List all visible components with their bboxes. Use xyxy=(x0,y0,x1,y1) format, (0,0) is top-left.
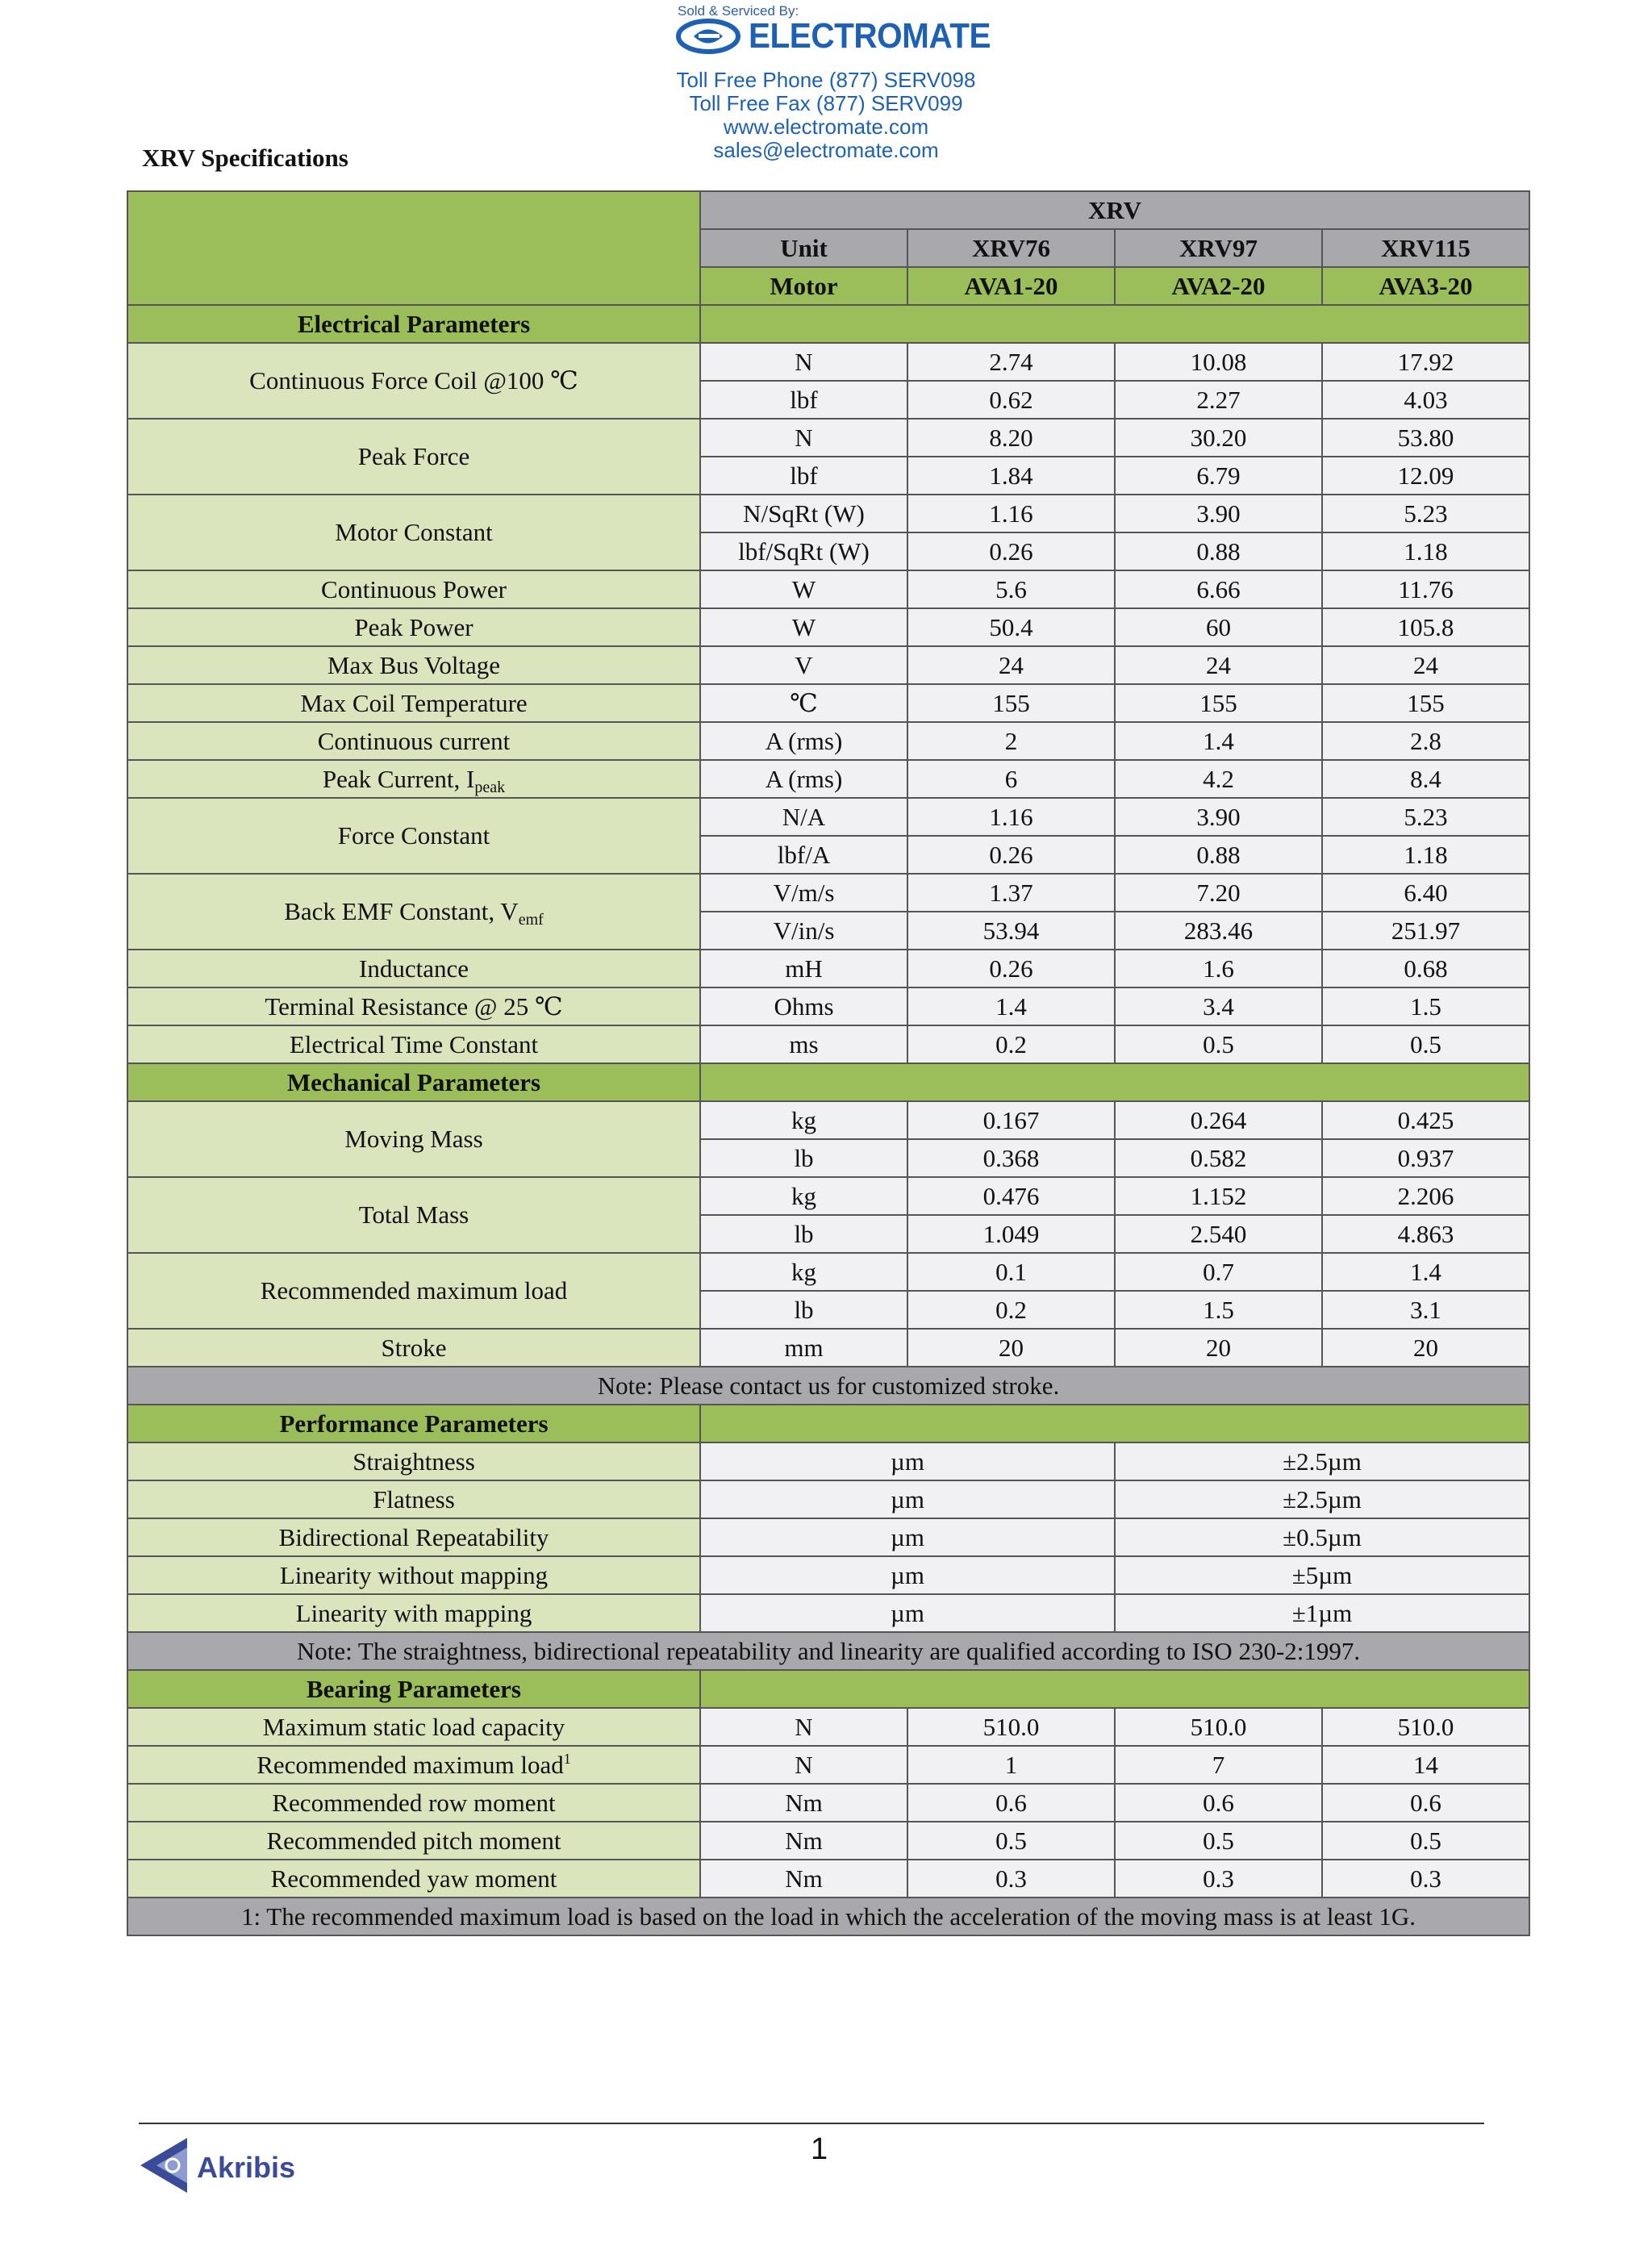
value-cell: 510.0 xyxy=(1322,1708,1529,1746)
value-cell: 5.6 xyxy=(907,570,1115,608)
motor-header: Motor xyxy=(700,267,907,305)
unit-cell: A (rms) xyxy=(700,722,907,760)
unit-cell: Nm xyxy=(700,1822,907,1860)
row-label: Straightness xyxy=(127,1442,700,1480)
unit-cell: Ohms xyxy=(700,987,907,1025)
unit-cell: ms xyxy=(700,1025,907,1063)
table-row xyxy=(127,1329,1529,1367)
model-header: XRV115 xyxy=(1322,229,1529,267)
website-link[interactable]: www.electromate.com xyxy=(723,115,929,139)
value-cell: 20 xyxy=(1322,1329,1529,1367)
value-cell: ±0.5µm xyxy=(1115,1518,1529,1556)
section-fill xyxy=(700,305,1529,343)
row-label: Continuous Force Coil @100 ℃ xyxy=(127,343,700,419)
unit-cell: lb xyxy=(700,1291,907,1329)
table-row xyxy=(127,646,1529,684)
value-cell: 1.4 xyxy=(907,987,1115,1025)
email-link[interactable]: sales@electromate.com xyxy=(713,138,939,162)
table-row xyxy=(127,1822,1529,1860)
value-cell: 17.92 xyxy=(1322,343,1529,381)
unit-cell: N/A xyxy=(700,798,907,836)
fax-text: Toll Free Fax (877) SERV099 xyxy=(689,91,963,115)
page-number: 1 xyxy=(811,2132,828,2166)
unit-cell: V/m/s xyxy=(700,874,907,912)
unit-cell: kg xyxy=(700,1101,907,1139)
value-cell: ±2.5µm xyxy=(1115,1480,1529,1518)
value-cell: 0.3 xyxy=(1322,1860,1529,1898)
value-cell: 1.18 xyxy=(1322,836,1529,874)
value-cell: 283.46 xyxy=(1115,912,1322,950)
unit-cell: N xyxy=(700,1746,907,1784)
value-cell: 1.16 xyxy=(907,495,1115,532)
value-cell: 24 xyxy=(907,646,1115,684)
table-row xyxy=(127,608,1529,646)
value-cell: 0.582 xyxy=(1115,1139,1322,1177)
unit-cell: µm xyxy=(700,1518,1115,1556)
specifications-table xyxy=(127,190,1530,1936)
section-title: Bearing Parameters xyxy=(127,1670,700,1708)
value-cell: 4.2 xyxy=(1115,760,1322,798)
table-row xyxy=(127,987,1529,1025)
model-header: XRV97 xyxy=(1115,229,1322,267)
table-row xyxy=(127,570,1529,608)
table-row xyxy=(127,1746,1529,1784)
unit-cell: W xyxy=(700,608,907,646)
row-label-text: Peak Current, I xyxy=(322,764,475,793)
value-cell: 12.09 xyxy=(1322,457,1529,495)
unit-cell: mm xyxy=(700,1329,907,1367)
row-label: Recommended row moment xyxy=(127,1784,700,1822)
section-fill xyxy=(700,1670,1529,1708)
unit-cell: µm xyxy=(700,1442,1115,1480)
note-cell: Note: Please contact us for customized stroke. xyxy=(127,1367,1529,1405)
footnote-cell: 1: The recommended maximum load is based on the load in which the acceleration of the moving mass is at least 1G. xyxy=(127,1898,1529,1935)
value-cell: 3.90 xyxy=(1115,495,1322,532)
value-cell: 1 xyxy=(907,1746,1115,1784)
table-row xyxy=(127,1518,1529,1556)
value-cell: 1.18 xyxy=(1322,532,1529,570)
unit-cell: N xyxy=(700,343,907,381)
row-label-text: Recommended maximum load xyxy=(257,1750,564,1779)
value-cell: 3.1 xyxy=(1322,1291,1529,1329)
value-cell: 0.88 xyxy=(1115,532,1322,570)
table-row xyxy=(127,1860,1529,1898)
value-cell: 0.88 xyxy=(1115,836,1322,874)
value-cell: 5.23 xyxy=(1322,495,1529,532)
value-cell: 0.5 xyxy=(1115,1822,1322,1860)
section-row xyxy=(127,305,1529,343)
value-cell: ±5µm xyxy=(1115,1556,1529,1594)
value-cell: 0.5 xyxy=(1322,1822,1529,1860)
value-cell: ±2.5µm xyxy=(1115,1442,1529,1480)
row-label-subscript: peak xyxy=(474,778,506,796)
value-cell: 10.08 xyxy=(1115,343,1322,381)
row-label: Bidirectional Repeatability xyxy=(127,1518,700,1556)
value-cell: 510.0 xyxy=(907,1708,1115,1746)
value-cell: 0.5 xyxy=(1322,1025,1529,1063)
value-cell: 6 xyxy=(907,760,1115,798)
unit-cell: lbf/A xyxy=(700,836,907,874)
value-cell: 0.476 xyxy=(907,1177,1115,1215)
row-label-subscript: emf xyxy=(518,911,544,929)
unit-cell: lbf/SqRt (W) xyxy=(700,532,907,570)
table-row xyxy=(127,1556,1529,1594)
value-cell: 1.152 xyxy=(1115,1177,1322,1215)
unit-header: Unit xyxy=(700,229,907,267)
group-header: XRV xyxy=(700,191,1529,229)
section-title: Performance Parameters xyxy=(127,1405,700,1442)
value-cell: 251.97 xyxy=(1322,912,1529,950)
table-row xyxy=(127,419,1529,457)
phone-text: Toll Free Phone (877) SERV098 xyxy=(676,68,976,92)
table-row xyxy=(127,1025,1529,1063)
row-label: Terminal Resistance @ 25 ℃ xyxy=(127,987,700,1025)
value-cell: 11.76 xyxy=(1322,570,1529,608)
section-fill xyxy=(700,1063,1529,1101)
row-label-text: Back EMF Constant, V xyxy=(284,897,519,925)
value-cell: 0.425 xyxy=(1322,1101,1529,1139)
value-cell: 24 xyxy=(1115,646,1322,684)
value-cell: 0.26 xyxy=(907,950,1115,987)
row-label: Linearity without mapping xyxy=(127,1556,700,1594)
section-row xyxy=(127,1063,1529,1101)
value-cell: 0.5 xyxy=(1115,1025,1322,1063)
row-label: Recommended maximum load xyxy=(127,1253,700,1329)
row-label: Total Mass xyxy=(127,1177,700,1253)
value-cell: 2.74 xyxy=(907,343,1115,381)
row-label: Moving Mass xyxy=(127,1101,700,1177)
motor-cell: AVA3-20 xyxy=(1322,267,1529,305)
table-row xyxy=(127,1480,1529,1518)
value-cell: 6.66 xyxy=(1115,570,1322,608)
value-cell: 8.20 xyxy=(907,419,1115,457)
akribis-logo xyxy=(139,2136,295,2198)
row-label: Flatness xyxy=(127,1480,700,1518)
unit-cell: Nm xyxy=(700,1860,907,1898)
unit-cell: µm xyxy=(700,1480,1115,1518)
note-row xyxy=(127,1367,1529,1405)
row-label xyxy=(127,760,700,798)
value-cell: 60 xyxy=(1115,608,1322,646)
value-cell: 0.264 xyxy=(1115,1101,1322,1139)
table-row xyxy=(127,760,1529,798)
akribis-name: Akribis xyxy=(197,2150,296,2184)
footer-divider xyxy=(139,2123,1484,2124)
row-label xyxy=(127,874,700,950)
value-cell: 0.7 xyxy=(1115,1253,1322,1291)
unit-cell: N xyxy=(700,419,907,457)
unit-cell: ℃ xyxy=(700,684,907,722)
row-label: Stroke xyxy=(127,1329,700,1367)
unit-cell: lb xyxy=(700,1215,907,1253)
value-cell: 0.6 xyxy=(907,1784,1115,1822)
header-corner-cell xyxy=(127,191,700,305)
table-row xyxy=(127,1253,1529,1291)
unit-cell: lbf xyxy=(700,381,907,419)
value-cell: 0.6 xyxy=(1322,1784,1529,1822)
value-cell: 1.4 xyxy=(1115,722,1322,760)
footnote-marker: 1 xyxy=(563,1750,571,1767)
value-cell: 1.37 xyxy=(907,874,1115,912)
row-label: Electrical Time Constant xyxy=(127,1025,700,1063)
unit-cell: W xyxy=(700,570,907,608)
document-title: XRV Specifications xyxy=(142,144,348,172)
row-label: Peak Power xyxy=(127,608,700,646)
row-label: Continuous Power xyxy=(127,570,700,608)
table-row xyxy=(127,1442,1529,1480)
value-cell: 6.79 xyxy=(1115,457,1322,495)
table-row xyxy=(127,874,1529,912)
row-label: Linearity with mapping xyxy=(127,1594,700,1632)
value-cell: 6.40 xyxy=(1322,874,1529,912)
table-row xyxy=(127,495,1529,532)
unit-cell: µm xyxy=(700,1594,1115,1632)
value-cell: 1.84 xyxy=(907,457,1115,495)
unit-cell: V/in/s xyxy=(700,912,907,950)
unit-cell: kg xyxy=(700,1177,907,1215)
unit-cell: mH xyxy=(700,950,907,987)
value-cell: 7 xyxy=(1115,1746,1322,1784)
unit-cell: Nm xyxy=(700,1784,907,1822)
electromate-swoosh-icon xyxy=(676,18,740,55)
table-row xyxy=(127,1708,1529,1746)
value-cell: 3.90 xyxy=(1115,798,1322,836)
value-cell: 0.2 xyxy=(907,1025,1115,1063)
electromate-logo xyxy=(676,16,1012,56)
value-cell: 0.937 xyxy=(1322,1139,1529,1177)
value-cell: 4.863 xyxy=(1322,1215,1529,1253)
row-label: Recommended pitch moment xyxy=(127,1822,700,1860)
value-cell: 8.4 xyxy=(1322,760,1529,798)
value-cell: 30.20 xyxy=(1115,419,1322,457)
value-cell: 1.16 xyxy=(907,798,1115,836)
value-cell: 2.540 xyxy=(1115,1215,1322,1253)
row-label xyxy=(127,1746,700,1784)
row-label: Recommended yaw moment xyxy=(127,1860,700,1898)
table-row xyxy=(127,798,1529,836)
row-label: Max Bus Voltage xyxy=(127,646,700,684)
value-cell: 155 xyxy=(1115,684,1322,722)
unit-cell: lbf xyxy=(700,457,907,495)
value-cell: 5.23 xyxy=(1322,798,1529,836)
value-cell: 0.167 xyxy=(907,1101,1115,1139)
value-cell: 0.1 xyxy=(907,1253,1115,1291)
motor-cell: AVA2-20 xyxy=(1115,267,1322,305)
sold-by-text: Sold & Serviced By: xyxy=(678,3,799,19)
value-cell: 2.8 xyxy=(1322,722,1529,760)
value-cell: 1.5 xyxy=(1322,987,1529,1025)
value-cell: 0.3 xyxy=(907,1860,1115,1898)
value-cell: 0.26 xyxy=(907,836,1115,874)
note-cell: Note: The straightness, bidirectional repeatability and linearity are qualified according to ISO 230-2:1997. xyxy=(127,1632,1529,1670)
unit-cell: lb xyxy=(700,1139,907,1177)
brand-name: ELECTROMATE xyxy=(749,16,991,56)
akribis-triangle-icon xyxy=(139,2136,190,2198)
section-fill xyxy=(700,1405,1529,1442)
row-label: Inductance xyxy=(127,950,700,987)
table-row xyxy=(127,343,1529,381)
value-cell: 4.03 xyxy=(1322,381,1529,419)
value-cell: 0.62 xyxy=(907,381,1115,419)
value-cell: 2.27 xyxy=(1115,381,1322,419)
table-row xyxy=(127,684,1529,722)
unit-cell: N xyxy=(700,1708,907,1746)
table-row xyxy=(127,1177,1529,1215)
section-row xyxy=(127,1405,1529,1442)
section-row xyxy=(127,1670,1529,1708)
table-row xyxy=(127,950,1529,987)
value-cell: 1.6 xyxy=(1115,950,1322,987)
value-cell: 24 xyxy=(1322,646,1529,684)
value-cell: 53.80 xyxy=(1322,419,1529,457)
row-label: Motor Constant xyxy=(127,495,700,570)
value-cell: 1.4 xyxy=(1322,1253,1529,1291)
note-row xyxy=(127,1898,1529,1935)
motor-cell: AVA1-20 xyxy=(907,267,1115,305)
unit-cell: A (rms) xyxy=(700,760,907,798)
value-cell: 510.0 xyxy=(1115,1708,1322,1746)
value-cell: 0.68 xyxy=(1322,950,1529,987)
value-cell: 1.049 xyxy=(907,1215,1115,1253)
unit-cell: kg xyxy=(700,1253,907,1291)
value-cell: 0.5 xyxy=(907,1822,1115,1860)
value-cell: ±1µm xyxy=(1115,1594,1529,1632)
section-title: Mechanical Parameters xyxy=(127,1063,700,1101)
unit-cell: N/SqRt (W) xyxy=(700,495,907,532)
section-title: Electrical Parameters xyxy=(127,305,700,343)
table-row xyxy=(127,722,1529,760)
table-row xyxy=(127,1594,1529,1632)
value-cell: 0.2 xyxy=(907,1291,1115,1329)
value-cell: 7.20 xyxy=(1115,874,1322,912)
row-label: Continuous current xyxy=(127,722,700,760)
value-cell: 0.26 xyxy=(907,532,1115,570)
value-cell: 3.4 xyxy=(1115,987,1322,1025)
table-row xyxy=(127,1784,1529,1822)
value-cell: 20 xyxy=(907,1329,1115,1367)
value-cell: 1.5 xyxy=(1115,1291,1322,1329)
value-cell: 20 xyxy=(1115,1329,1322,1367)
unit-cell: V xyxy=(700,646,907,684)
value-cell: 0.368 xyxy=(907,1139,1115,1177)
value-cell: 155 xyxy=(907,684,1115,722)
model-header: XRV76 xyxy=(907,229,1115,267)
value-cell: 50.4 xyxy=(907,608,1115,646)
value-cell: 53.94 xyxy=(907,912,1115,950)
value-cell: 2 xyxy=(907,722,1115,760)
note-row xyxy=(127,1632,1529,1670)
value-cell: 105.8 xyxy=(1322,608,1529,646)
table-header-row xyxy=(127,191,1529,229)
table-row xyxy=(127,1101,1529,1139)
unit-cell: µm xyxy=(700,1556,1115,1594)
value-cell: 0.3 xyxy=(1115,1860,1322,1898)
row-label: Peak Force xyxy=(127,419,700,495)
row-label: Maximum static load capacity xyxy=(127,1708,700,1746)
value-cell: 0.6 xyxy=(1115,1784,1322,1822)
row-label: Max Coil Temperature xyxy=(127,684,700,722)
value-cell: 2.206 xyxy=(1322,1177,1529,1215)
value-cell: 14 xyxy=(1322,1746,1529,1784)
row-label: Force Constant xyxy=(127,798,700,874)
value-cell: 155 xyxy=(1322,684,1529,722)
